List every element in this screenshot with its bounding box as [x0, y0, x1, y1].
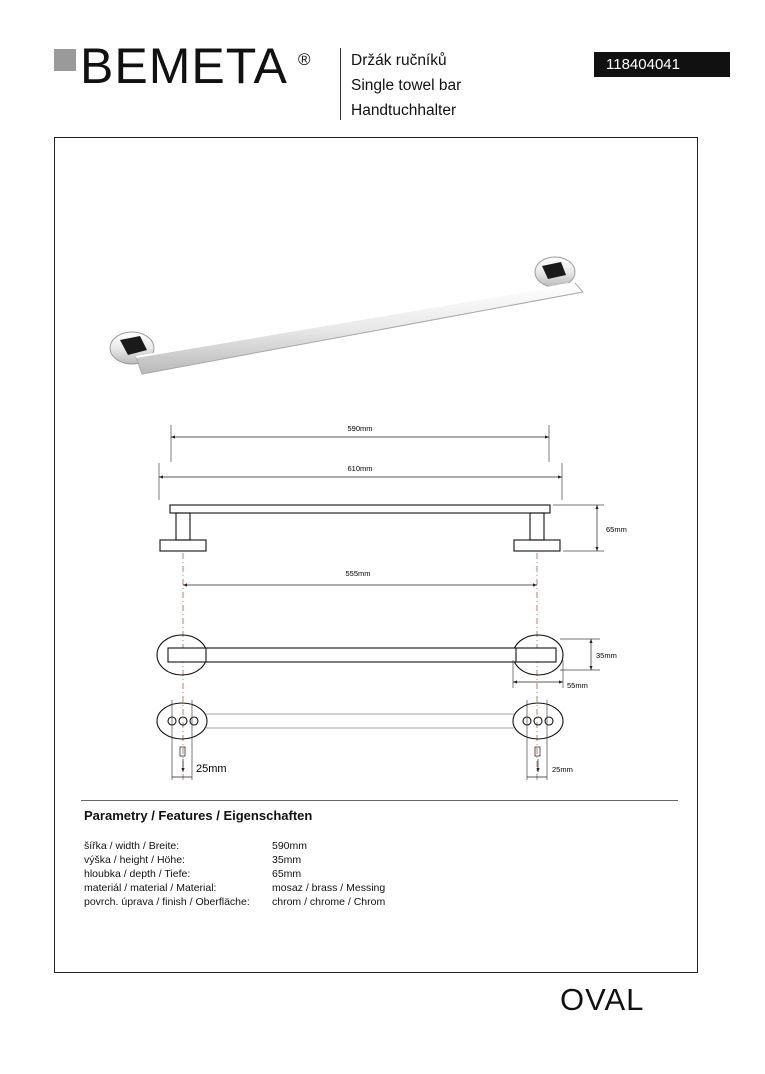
parameters-heading: Parametry / Features / Eigenschaften — [84, 808, 313, 823]
spec-label-depth: hloubka / depth / Tiefe: — [84, 868, 191, 880]
dim-label-55: 55mm — [567, 681, 588, 690]
side-view — [160, 505, 560, 551]
spec-value-width: 590mm — [272, 840, 308, 852]
mounting-view — [157, 703, 563, 756]
spec-value-material: mosaz / brass / Messing — [272, 882, 386, 894]
dimension-590 — [171, 424, 549, 462]
product-series: OVAL — [560, 982, 645, 1017]
spec-label-width: šířka / width / Breite: — [84, 840, 180, 852]
top-view — [157, 635, 563, 675]
dimension-65 — [553, 505, 627, 551]
dimension-35 — [560, 639, 617, 670]
brand-logo — [52, 38, 327, 100]
spec-label-finish: povrch. úprava / finish / Oberfläche: — [84, 896, 250, 908]
dimension-610 — [159, 463, 562, 500]
spec-label-height: výška / height / Höhe: — [84, 854, 185, 866]
dimension-555 — [183, 569, 537, 585]
dimension-55 — [513, 660, 588, 690]
registered-mark: ® — [298, 50, 311, 69]
technical-drawing — [54, 137, 698, 797]
spec-value-finish: chrom / chrome / Chrom — [272, 896, 386, 908]
title-german: Handtuchhalter — [351, 102, 457, 119]
logo-square-mark — [54, 49, 76, 71]
dimension-25-left — [172, 700, 227, 780]
dimension-25-right — [527, 700, 573, 780]
spec-value-depth: 65mm — [272, 868, 302, 880]
spec-label-material: materiál / material / Material: — [84, 882, 217, 894]
spec-value-height: 35mm — [272, 854, 302, 866]
product-render — [110, 257, 583, 374]
dim-label-65: 65mm — [606, 525, 627, 534]
logo-wordmark: BEMETA — [80, 38, 288, 94]
dim-label-610: 610mm — [347, 464, 373, 473]
title-czech: Držák ručníků — [351, 52, 447, 69]
dim-label-25-left: 25mm — [196, 763, 227, 775]
dim-label-590: 590mm — [347, 424, 373, 433]
product-code: 118404041 — [594, 52, 730, 77]
parameters-divider — [81, 800, 678, 801]
dim-label-35: 35mm — [596, 651, 617, 660]
centerlines — [183, 553, 537, 780]
dim-label-555: 555mm — [345, 569, 371, 578]
title-english: Single towel bar — [351, 77, 462, 94]
header-divider — [340, 48, 341, 120]
dim-label-25-right: 25mm — [552, 765, 573, 774]
